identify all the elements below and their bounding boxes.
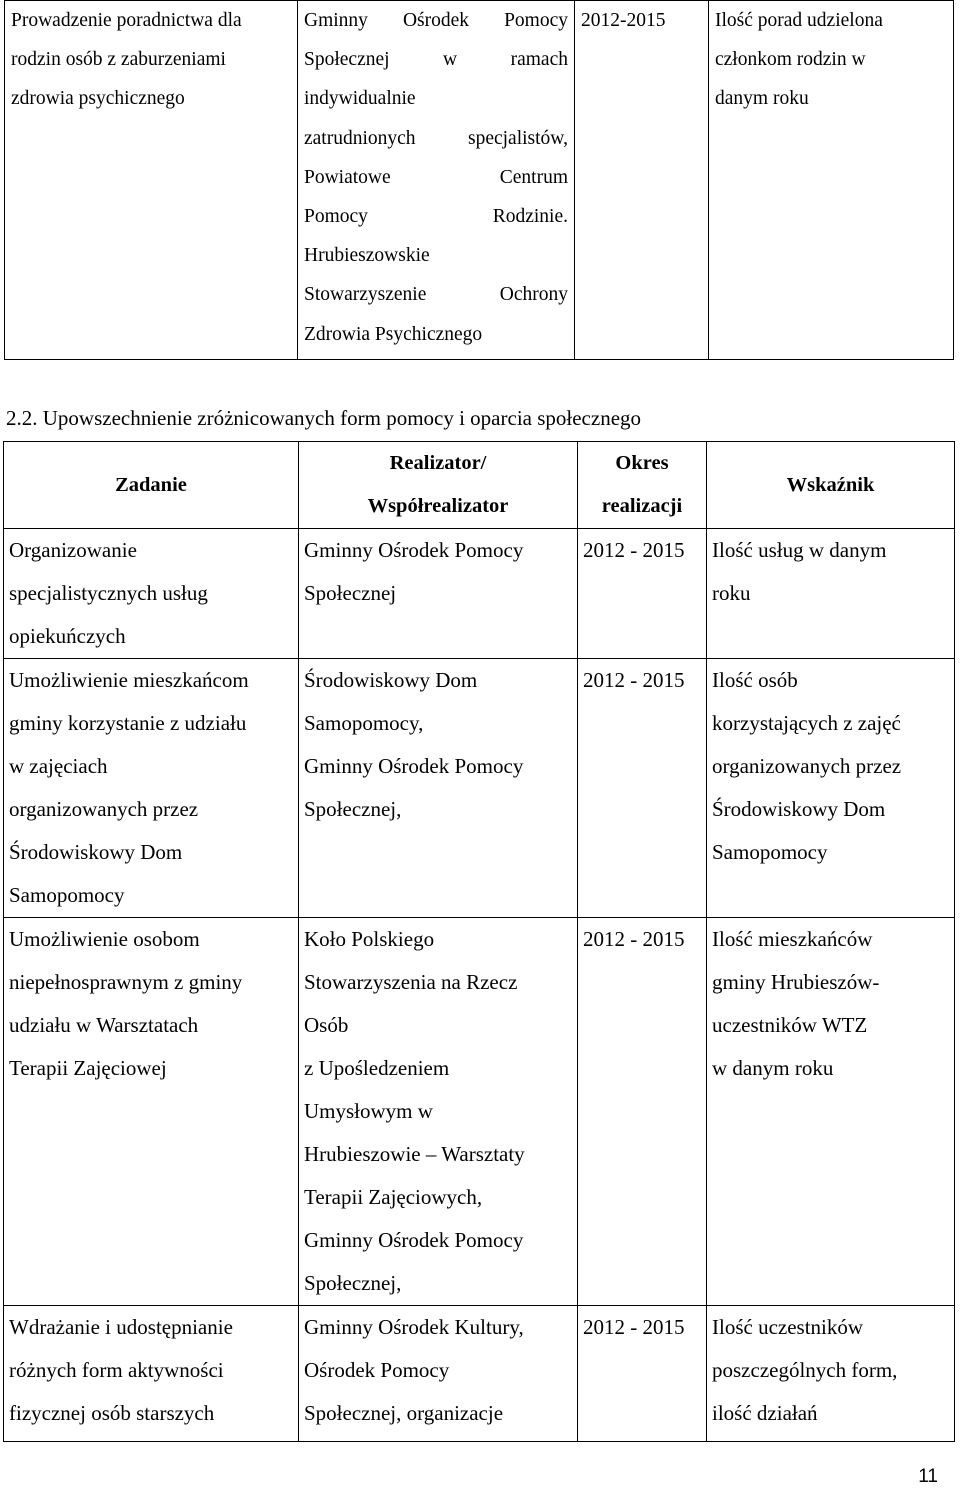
indicator-cell: Ilość mieszkańców gminy Hrubieszów- uczestników WTZ w danym roku	[707, 918, 955, 1306]
executor-cell: Gminny Ośrodek Kultury, Ośrodek Pomocy Społecznej, organizacje	[299, 1306, 578, 1442]
page-number: 11	[918, 1466, 938, 1487]
header-row	[4, 442, 955, 529]
indicator-cell: Ilość osób korzystających z zajęć organizowanych przez Środowiskowy Dom Samopomocy	[707, 659, 955, 918]
table-row	[4, 529, 955, 659]
table-row	[4, 918, 955, 1306]
header-task: Zadanie	[4, 442, 299, 529]
period-cell: 2012 - 2015	[578, 1306, 707, 1442]
table-row	[4, 1306, 955, 1442]
executor-text: Gminny Ośrodek Pomocy Społecznej w ramach indywidualnie zatrudnionych specjalistów, Powiatowe Centrum Pomocy Rodzinie. Hrubieszowskie Stowarzyszenie Ochrony	[304, 10, 568, 306]
task-cell: Prowadzenie poradnictwa dla rodzin osób z zaburzeniami zdrowia psychicznego	[5, 1, 298, 360]
task-cell: Umożliwienie osobom niepełnosprawnym z gminy udziału w Warsztatach Terapii Zajęciowej	[4, 918, 299, 1306]
section-heading: 2.2. Upowszechnienie zróżnicowanych form pomocy i oparcia społecznego	[6, 406, 642, 430]
executor-last-line: Zdrowia Psychicznego	[304, 323, 483, 345]
indicator-cell: Ilość uczestników poszczególnych form, ilość działań	[707, 1306, 955, 1442]
period-cell: 2012 - 2015	[578, 529, 707, 659]
period-cell: 2012 - 2015	[578, 659, 707, 918]
indicator-cell: Ilość porad udzielona członkom rodzin w danym roku	[709, 1, 954, 360]
executor-cell	[298, 1, 575, 360]
executor-cell: Koło Polskiego Stowarzyszenia na Rzecz Osób z Upośledzeniem Umysłowym w Hrubieszowie – Warsztaty Terapii Zajęciowych, Gminny Ośrodek Pomocy Społecznej,	[299, 918, 578, 1306]
header-executor: Realizator/ Współrealizator	[299, 442, 578, 529]
header-period: Okres realizacji	[578, 442, 707, 529]
executor-cell: Gminny Ośrodek Pomocy Społecznej	[299, 529, 578, 659]
header-indicator: Wskaźnik	[707, 442, 955, 529]
table-row	[4, 659, 955, 918]
task-cell: Wdrażanie i udostępnianie różnych form aktywności fizycznej osób starszych	[4, 1306, 299, 1442]
continued-table	[4, 0, 954, 360]
executor-cell: Środowiskowy Dom Samopomocy, Gminny Ośrodek Pomocy Społecznej,	[299, 659, 578, 918]
main-table	[3, 441, 955, 1442]
indicator-cell: Ilość usług w danym roku	[707, 529, 955, 659]
period-cell: 2012-2015	[575, 1, 709, 360]
task-cell: Organizowanie specjalistycznych usług opiekuńczych	[4, 529, 299, 659]
period-cell: 2012 - 2015	[578, 918, 707, 1306]
task-cell: Umożliwienie mieszkańcom gminy korzystanie z udziału w zajęciach organizowanych przez Środowiskowy Dom Samopomocy	[4, 659, 299, 918]
table-row	[5, 1, 954, 360]
